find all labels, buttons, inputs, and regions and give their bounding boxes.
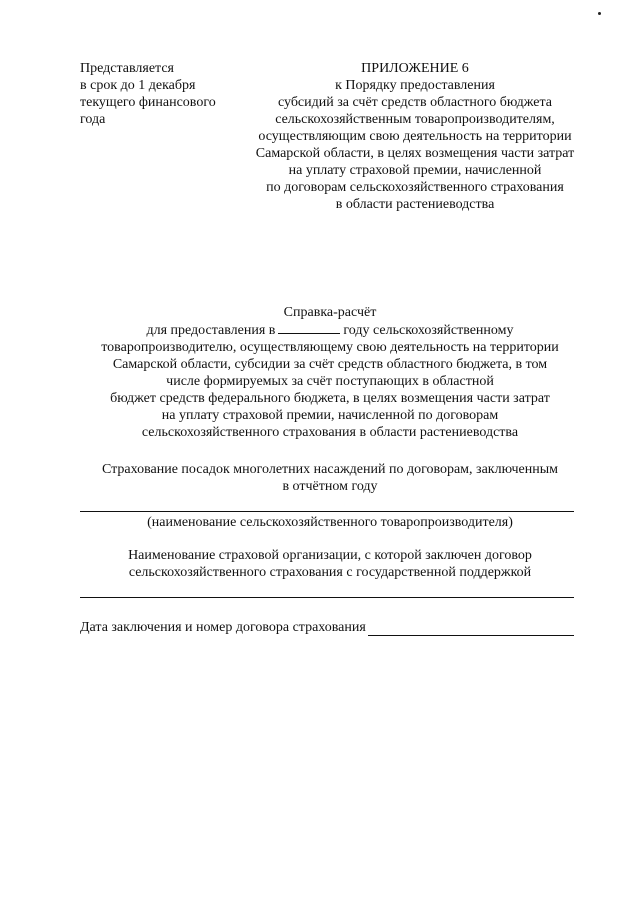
appendix-line: на уплату страховой премии, начисленной xyxy=(288,163,542,178)
insurer-name-field[interactable] xyxy=(80,597,574,598)
submission-note-line: года xyxy=(80,112,106,127)
appendix-line: осуществляющим свою деятельность на территории xyxy=(258,129,572,144)
contract-date-number-field[interactable] xyxy=(368,621,574,636)
insurance-subject-line: в отчётном году xyxy=(282,479,378,494)
certificate-line: сельскохозяйственного страхования в области растениеводства xyxy=(141,425,519,440)
certificate-heading xyxy=(75,304,585,441)
insurer-label-line: Наименование страховой организации, с которой заключен договор xyxy=(128,548,532,563)
producer-name-caption: (наименование сельскохозяйственного товаропроизводителя) xyxy=(147,515,513,530)
appendix-line: Самарской области, в целях возмещения части затрат xyxy=(255,146,575,161)
contract-date-number-label: Дата заключения и номер договора страхования xyxy=(80,620,366,635)
certificate-line: на уплату страховой премии, начисленной по договорам xyxy=(161,408,499,423)
insurance-subject xyxy=(75,461,585,495)
certificate-line: товаропроизводителю, осуществляющему свою деятельность на территории xyxy=(101,340,559,355)
appendix-title: ПРИЛОЖЕНИЕ 6 xyxy=(361,61,469,76)
certificate-line-with-year xyxy=(75,321,585,339)
submission-note-line: в срок до 1 декабря xyxy=(80,78,196,93)
appendix-line: в области растениеводства xyxy=(335,197,495,212)
appendix-line: к Порядку предоставления xyxy=(335,78,495,93)
submission-note-line: Представляется xyxy=(80,61,174,76)
certificate-line-end: году сельскохозяйственному xyxy=(343,323,514,338)
contract-date-number-row xyxy=(80,619,574,636)
year-blank-field[interactable] xyxy=(278,321,340,334)
appendix-line: сельскохозяйственным товаропроизводителям, xyxy=(275,112,555,127)
insurance-subject-line: Страхование посадок многолетних насаждений по договорам, заключенным xyxy=(101,462,559,477)
submission-note xyxy=(80,60,250,128)
producer-name-field[interactable] xyxy=(80,511,574,512)
certificate-line-start: для предоставления в xyxy=(146,323,276,338)
certificate-line: бюджет средств федерального бюджета, в целях возмещения части затрат xyxy=(110,391,550,406)
certificate-title: Справка-расчёт xyxy=(283,305,377,320)
insurer-label xyxy=(75,547,585,581)
scan-mark xyxy=(598,12,601,15)
insurer-label-line: сельскохозяйственного страхования с государственной поддержкой xyxy=(128,565,532,580)
appendix-line: субсидий за счёт средств областного бюджета xyxy=(277,95,553,110)
certificate-line: Самарской области, субсидии за счёт средств областного бюджета, в том xyxy=(112,357,548,372)
certificate-line: числе формируемых за счёт поступающих в областной xyxy=(166,374,494,389)
appendix-line: по договорам сельскохозяйственного страхования xyxy=(266,180,564,195)
appendix-header xyxy=(240,60,590,213)
submission-note-line: текущего финансового xyxy=(80,95,216,110)
